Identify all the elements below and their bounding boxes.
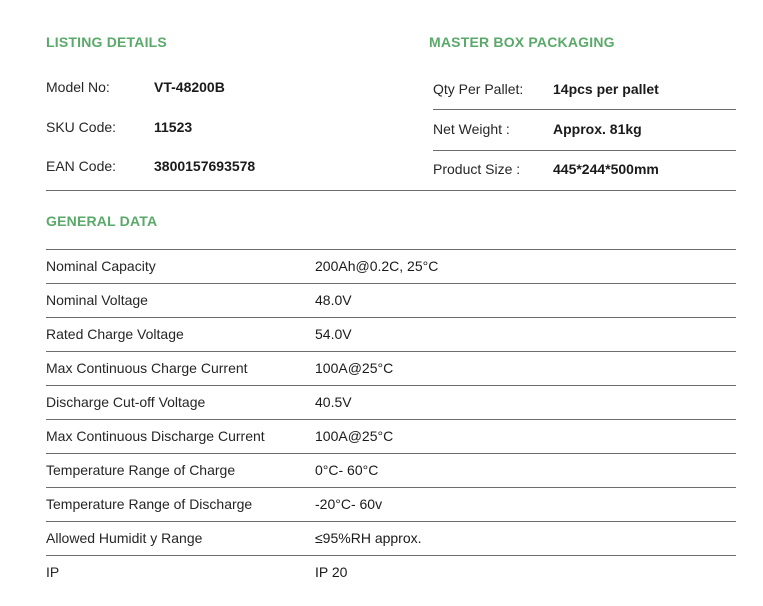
listing-label: EAN Code: (46, 158, 117, 174)
master-box-label: Qty Per Pallet: (433, 81, 524, 97)
master-box-row-qty (433, 69, 736, 109)
spec-value: 54.0V (315, 326, 352, 342)
master-box-value: 445*244*500mm (553, 161, 659, 177)
master-box-value: 14pcs per pallet (553, 81, 659, 97)
spec-value: 40.5V (315, 394, 352, 410)
spec-label: Max Continuous Charge Current (46, 360, 248, 376)
master-box-label: Product Size : (433, 161, 521, 177)
spec-label: Discharge Cut-off Voltage (46, 394, 206, 410)
spec-row (46, 385, 736, 419)
spec-value: 100A@25°C (315, 428, 394, 444)
spec-value: IP 20 (315, 564, 348, 580)
spec-row (46, 521, 736, 555)
spec-row (46, 317, 736, 351)
spec-row (46, 351, 736, 385)
spec-label: Nominal Capacity (46, 258, 156, 274)
listing-label: Model No: (46, 79, 110, 95)
spec-value: 48.0V (315, 292, 352, 308)
master-box-label: Net Weight : (433, 121, 510, 137)
spec-label: Nominal Voltage (46, 292, 148, 308)
spec-label: Rated Charge Voltage (46, 326, 184, 342)
spec-row (46, 283, 736, 317)
listing-label: SKU Code: (46, 119, 117, 135)
spec-label: Temperature Range of Charge (46, 462, 236, 478)
master-box-value: Approx. 81kg (553, 121, 642, 137)
spec-row (46, 249, 736, 283)
spec-value: 200Ah@0.2C, 25°C (315, 258, 439, 274)
master-box-packaging-title: MASTER BOX PACKAGING (429, 34, 615, 50)
spec-row (46, 487, 736, 521)
spec-row (46, 419, 736, 453)
spec-label: Allowed Humidit y Range (46, 530, 203, 546)
master-box-row-size (433, 149, 736, 189)
spec-value: 100A@25°C (315, 360, 394, 376)
master-box-row-weight (433, 109, 736, 149)
spec-label: IP (46, 564, 60, 580)
spec-row (46, 555, 736, 589)
spec-label: Max Continuous Discharge Current (46, 428, 265, 444)
general-data-title: GENERAL DATA (46, 213, 158, 229)
listing-details-title: LISTING DETAILS (46, 34, 167, 50)
listing-row-model (46, 67, 346, 107)
spec-value: -20°C- 60v (315, 496, 383, 512)
listing-row-sku (46, 107, 346, 147)
listing-value: 11523 (154, 119, 193, 135)
divider (46, 190, 736, 191)
spec-label: Temperature Range of Discharge (46, 496, 253, 512)
spec-value: ≤95%RH approx. (315, 530, 422, 546)
spec-row (46, 453, 736, 487)
listing-value: VT-48200B (154, 79, 225, 95)
spec-value: 0°C- 60°C (315, 462, 379, 478)
listing-row-ean (46, 146, 346, 186)
listing-value: 3800157693578 (154, 158, 256, 174)
